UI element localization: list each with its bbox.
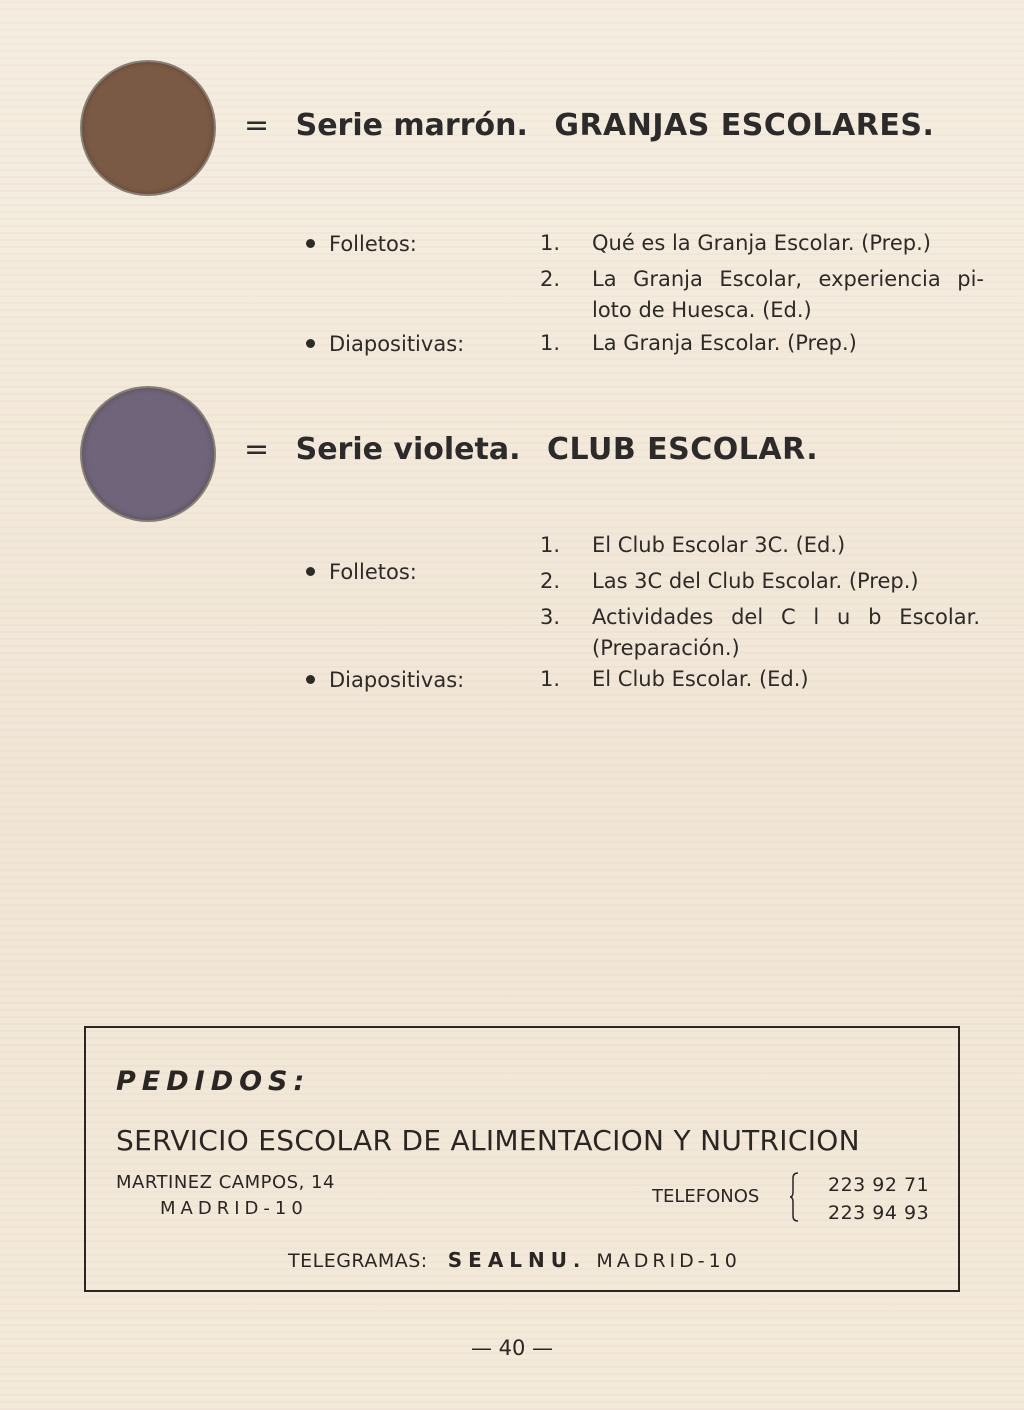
equals-sign: = xyxy=(244,108,270,143)
section-heading-club xyxy=(244,432,818,467)
bullet-icon xyxy=(306,675,315,684)
diapositivas-label: Diapositivas: xyxy=(306,332,464,356)
address-city: MADRID-10 xyxy=(160,1198,308,1219)
telegram-line xyxy=(288,1248,741,1272)
series-name: Serie marrón. xyxy=(295,108,528,143)
brown-series-color-disc xyxy=(82,62,214,194)
folletos-label: Folletos: xyxy=(306,560,417,584)
list-item: 2. Las 3C del Club Escolar. (Prep.) xyxy=(540,569,919,593)
pedidos-heading: PEDIDOS: xyxy=(116,1066,311,1097)
list-item: 3. Actividades del C l u b Escolar. (Preparación.) xyxy=(540,605,980,660)
series-name: Serie violeta. xyxy=(295,432,521,467)
telegramas-label: TELEGRAMAS: xyxy=(288,1250,428,1272)
telegram-code: SEALNU xyxy=(447,1248,574,1272)
telegram-city: MADRID-10 xyxy=(596,1250,741,1272)
phone-number: 223 92 71 xyxy=(828,1174,930,1196)
organization-name: SERVICIO ESCOLAR DE ALIMENTACION Y NUTRICION xyxy=(116,1124,860,1157)
address-street: MARTINEZ CAMPOS, 14 xyxy=(116,1172,335,1193)
folletos-label: Folletos: xyxy=(306,232,417,256)
diapositivas-label: Diapositivas: xyxy=(306,668,464,692)
section-title: CLUB ESCOLAR. xyxy=(546,432,819,467)
equals-sign: = xyxy=(244,432,270,467)
bullet-icon xyxy=(306,239,315,248)
list-item: 1. El Club Escolar 3C. (Ed.) xyxy=(540,533,846,557)
bullet-icon xyxy=(306,339,315,348)
list-item: 1. Qué es la Granja Escolar. (Prep.) xyxy=(540,231,931,255)
brace-icon xyxy=(790,1172,800,1222)
section-title: GRANJAS ESCOLARES. xyxy=(554,108,935,143)
violet-series-color-disc xyxy=(82,388,214,520)
list-item: 1. La Granja Escolar. (Prep.) xyxy=(540,331,857,355)
list-item: 2. La Granja Escolar, experiencia pi- loto de Huesca. (Ed.) xyxy=(540,267,984,322)
phone-number: 223 94 93 xyxy=(828,1202,930,1224)
page-number: — 40 — xyxy=(470,1336,554,1360)
list-item: 1. El Club Escolar. (Ed.) xyxy=(540,667,809,691)
section-heading-granjas xyxy=(244,108,934,143)
telegram-dot: . xyxy=(573,1250,581,1272)
bullet-icon xyxy=(306,567,315,576)
telefonos-label: TELEFONOS xyxy=(652,1186,760,1207)
